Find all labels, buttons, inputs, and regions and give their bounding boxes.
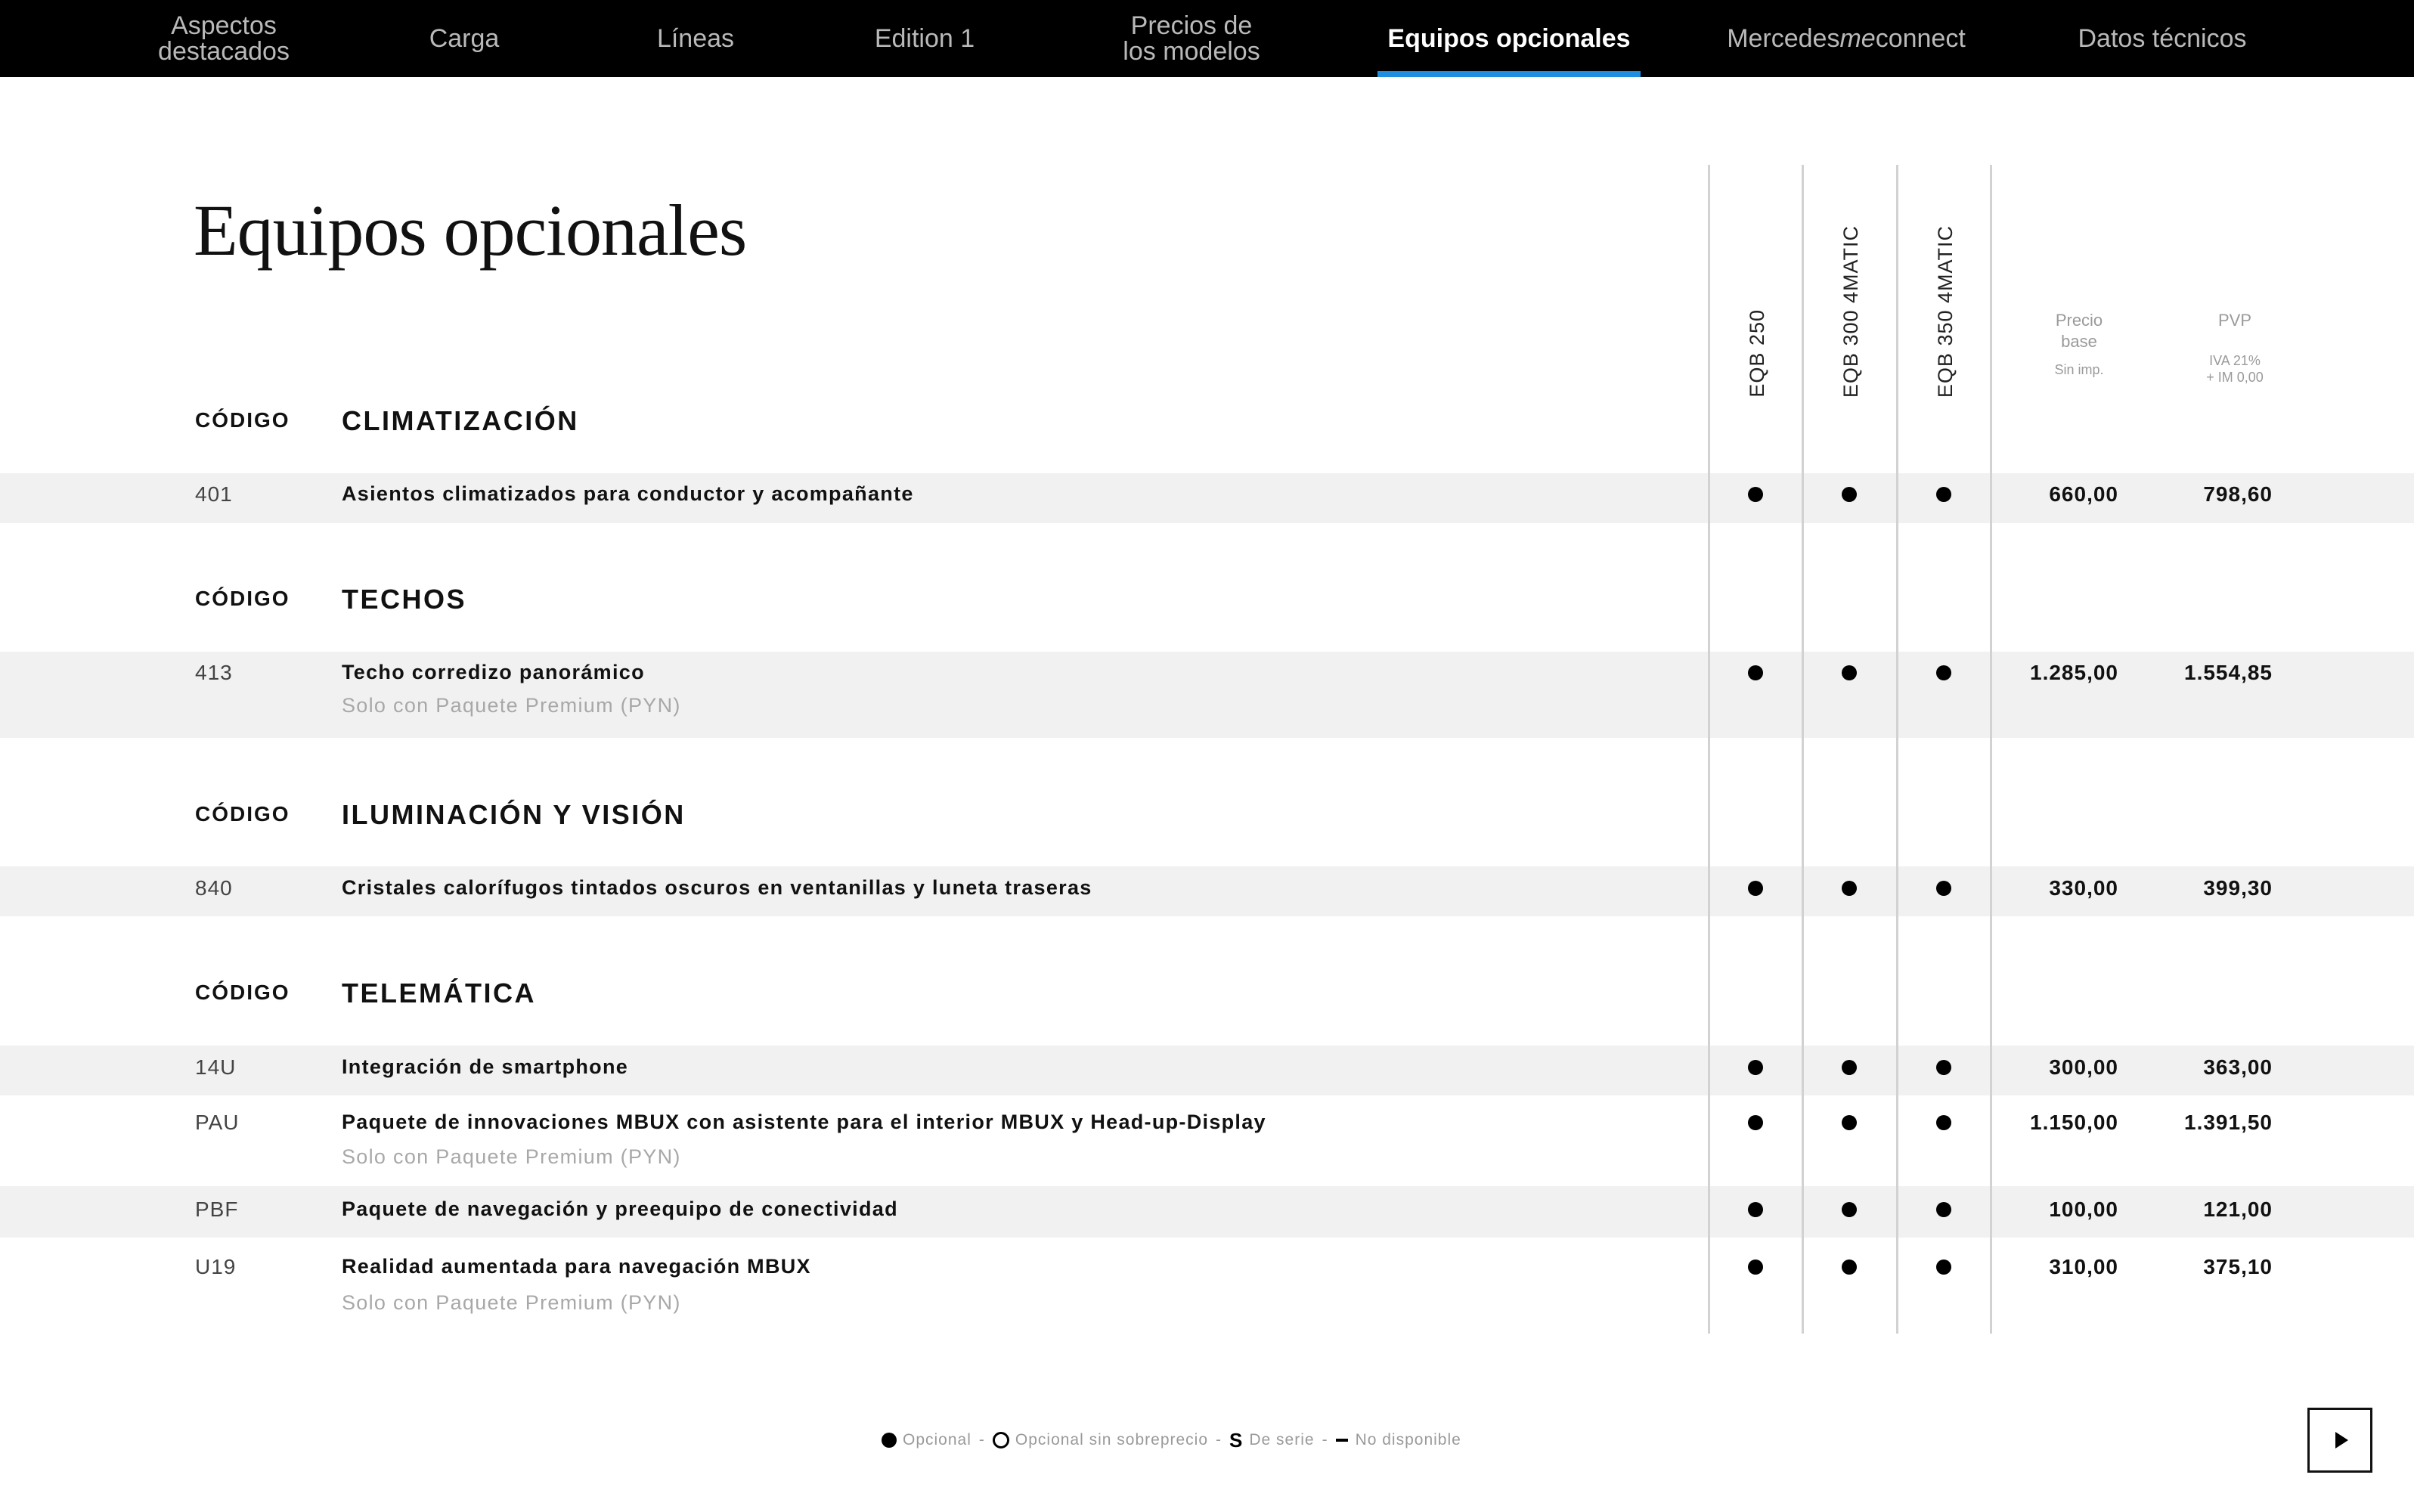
legend-separator: -	[1322, 1431, 1328, 1448]
row-code: 14U	[195, 1055, 237, 1079]
filled-circle-icon	[1748, 1202, 1763, 1217]
row-pvp: 121,00	[2203, 1198, 2273, 1221]
nav-item-carga[interactable]: Carga	[429, 24, 500, 53]
filled-circle-icon	[1842, 1259, 1857, 1275]
row-code: PBF	[195, 1198, 239, 1221]
row-note: Solo con Paquete Premium (PYN)	[342, 1291, 681, 1314]
page-title: Equipos opcionales	[194, 190, 747, 271]
filled-circle-icon	[1748, 487, 1763, 502]
row-code: 413	[195, 661, 233, 684]
filled-circle-icon	[1748, 1060, 1763, 1075]
column-header-base-price: Precio base Sin imp.	[2054, 311, 2104, 377]
active-tab-indicator	[1377, 71, 1641, 77]
row-description: Integración de smartphone	[342, 1055, 629, 1078]
nav-label-me: me	[1839, 24, 1876, 53]
nav-item-precios-modelos[interactable]: Precios de los modelos	[1123, 11, 1260, 66]
filled-circle-icon	[1748, 1259, 1763, 1275]
row-pvp: 399,30	[2203, 876, 2273, 900]
column-divider	[1990, 165, 1992, 1334]
nav-item-datos-tecnicos[interactable]: Datos técnicos	[2078, 24, 2247, 53]
filled-circle-icon	[1936, 1259, 1951, 1275]
row-base-price: 1.285,00	[2030, 661, 2118, 684]
filled-circle-icon	[1842, 665, 1857, 680]
play-arrow-icon	[2335, 1432, 2348, 1448]
row-code: 401	[195, 482, 233, 506]
filled-circle-icon	[1842, 881, 1857, 896]
row-base-price: 300,00	[2049, 1055, 2118, 1079]
filled-circle-icon	[882, 1433, 897, 1448]
section-title-iluminacion: ILUMINACIÓN Y VISIÓN	[342, 799, 686, 830]
column-divider	[1708, 165, 1710, 1334]
section-title-climatizacion: CLIMATIZACIÓN	[342, 405, 579, 436]
row-note: Solo con Paquete Premium (PYN)	[342, 694, 681, 717]
column-header-eqb-300: EQB 300 4MATIC	[1839, 225, 1862, 398]
legend-optional: Opcional	[903, 1431, 971, 1448]
nav-item-mercedes-me-connect[interactable]	[1703, 0, 1990, 77]
nav-item-edition-1[interactable]: Edition 1	[874, 24, 975, 53]
filled-circle-icon	[1936, 881, 1951, 896]
row-note: Solo con Paquete Premium (PYN)	[342, 1145, 681, 1168]
dash-icon	[1336, 1439, 1348, 1442]
column-header-eqb-350: EQB 350 4MATIC	[1933, 225, 1957, 398]
row-description: Paquete de innovaciones MBUX con asistente para el interior MBUX y Head-up-Display	[342, 1111, 1266, 1133]
row-pvp: 1.554,85	[2184, 661, 2273, 684]
nav-label-post: connect	[1875, 24, 1966, 53]
section-code-label: CÓDIGO	[195, 408, 290, 432]
row-description: Paquete de navegación y preequipo de conectividad	[342, 1198, 898, 1220]
row-pvp: 363,00	[2203, 1055, 2273, 1079]
row-code: U19	[195, 1255, 237, 1278]
legend-unavailable: No disponible	[1355, 1431, 1461, 1448]
nav-item-lineas[interactable]: Líneas	[656, 24, 735, 53]
column-divider	[1896, 165, 1898, 1334]
legend-separator: -	[1216, 1431, 1222, 1448]
legend	[882, 1429, 1461, 1452]
filled-circle-icon	[1936, 487, 1951, 502]
row-pvp: 1.391,50	[2184, 1111, 2273, 1134]
row-base-price: 310,00	[2049, 1255, 2118, 1278]
filled-circle-icon	[1842, 487, 1857, 502]
row-code: PAU	[195, 1111, 240, 1134]
filled-circle-icon	[1936, 1115, 1951, 1130]
filled-circle-icon	[1748, 1115, 1763, 1130]
row-description: Asientos climatizados para conductor y acompañante	[342, 482, 914, 505]
row-pvp: 375,10	[2203, 1255, 2273, 1278]
row-description: Techo corredizo panorámico	[342, 661, 645, 683]
section-title-telematica: TELEMÁTICA	[342, 978, 536, 1009]
section-code-label: CÓDIGO	[195, 587, 290, 610]
nav-label-pre: Mercedes	[1727, 24, 1840, 53]
legend-standard: De serie	[1249, 1431, 1315, 1448]
filled-circle-icon	[1936, 1202, 1951, 1217]
filled-circle-icon	[1748, 881, 1763, 896]
column-divider	[1802, 165, 1804, 1334]
row-description: Cristales calorífugos tintados oscuros en ventanillas y luneta traseras	[342, 876, 1092, 899]
legend-optional-no-charge: Opcional sin sobreprecio	[1015, 1431, 1209, 1448]
row-base-price: 660,00	[2049, 482, 2118, 506]
empty-circle-icon	[993, 1432, 1009, 1448]
column-header-pvp: PVP IVA 21% + IM 0,00	[2206, 311, 2264, 385]
filled-circle-icon	[1842, 1115, 1857, 1130]
row-pvp: 798,60	[2203, 482, 2273, 506]
section-code-label: CÓDIGO	[195, 802, 290, 826]
row-base-price: 330,00	[2049, 876, 2118, 900]
next-page-button[interactable]	[2307, 1408, 2372, 1473]
nav-item-aspectos-destacados[interactable]: Aspectos destacados	[158, 11, 290, 66]
nav-item-equipos-opcionales[interactable]: Equipos opcionales	[1387, 24, 1631, 53]
filled-circle-icon	[1748, 665, 1763, 680]
column-header-eqb-250: EQB 250	[1745, 309, 1768, 398]
filled-circle-icon	[1842, 1060, 1857, 1075]
row-description: Realidad aumentada para navegación MBUX	[342, 1255, 811, 1278]
row-base-price: 100,00	[2049, 1198, 2118, 1221]
filled-circle-icon	[1936, 665, 1951, 680]
legend-standard-symbol: S	[1229, 1428, 1244, 1452]
legend-separator: -	[978, 1431, 985, 1448]
filled-circle-icon	[1842, 1202, 1857, 1217]
section-title-techos: TECHOS	[342, 584, 467, 615]
section-code-label: CÓDIGO	[195, 981, 290, 1004]
row-code: 840	[195, 876, 233, 900]
top-navigation	[0, 0, 2414, 77]
row-base-price: 1.150,00	[2030, 1111, 2118, 1134]
filled-circle-icon	[1936, 1060, 1951, 1075]
